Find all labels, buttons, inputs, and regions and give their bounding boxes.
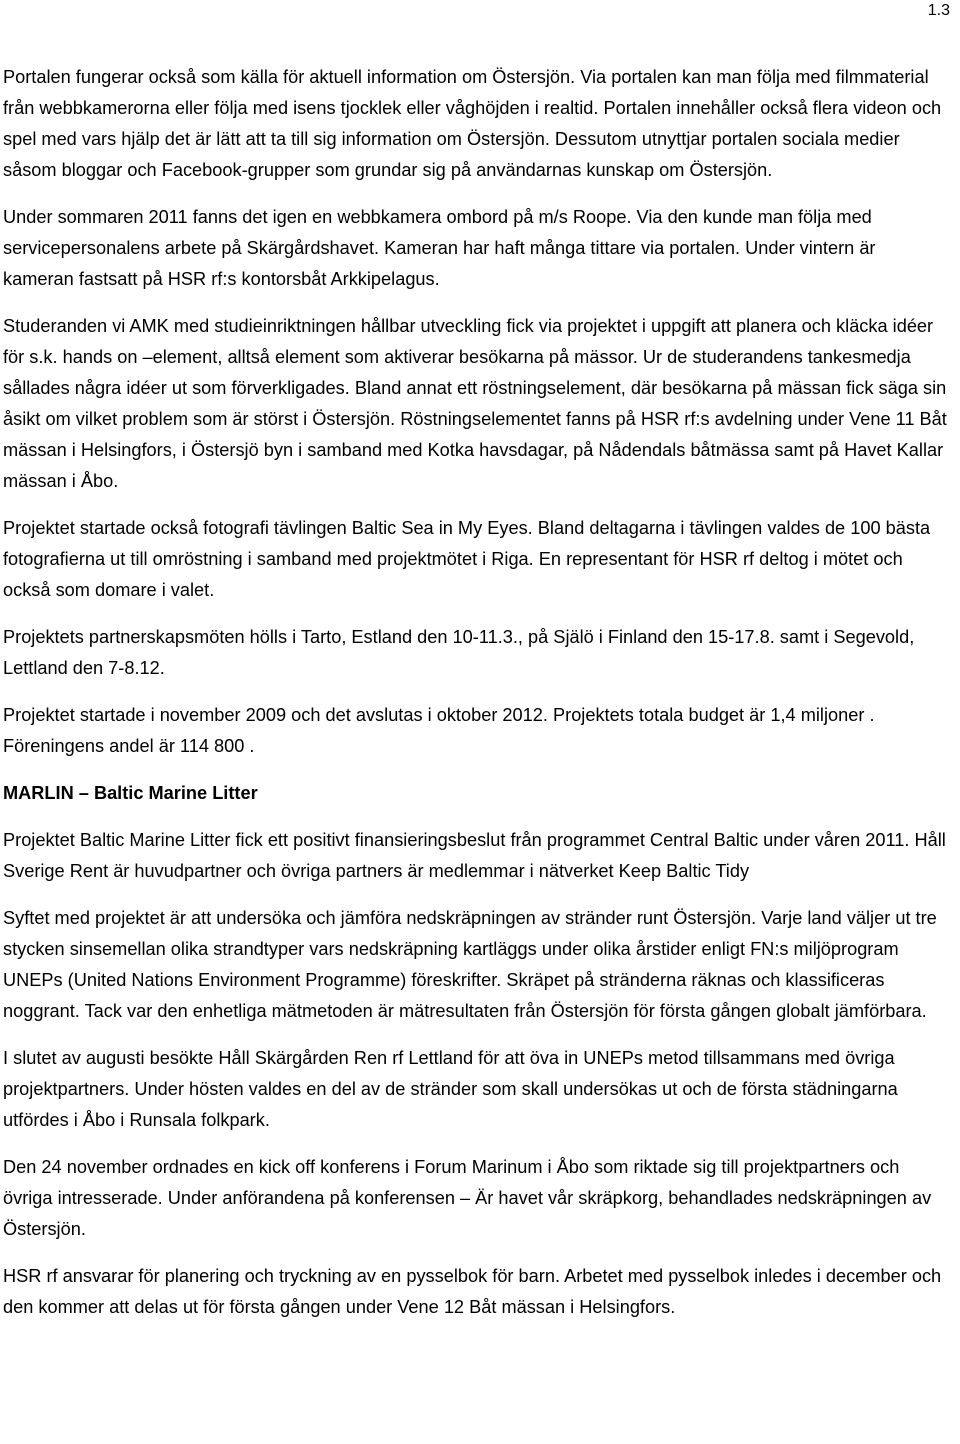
paragraph: [3, 1043, 951, 1136]
sentence: Projektets partnerskapsmöten hölls i Tarto, Estland den 10-11.3., på Själö i Finland den 15-17.8. samt i Segevold, Lettland den 7-8.12.: [3, 627, 915, 678]
sentence: Håll Sverige Rent är huvudpartner och övriga partners är medlemmar i nätverket Keep Baltic Tidy: [3, 830, 946, 881]
paragraph: [3, 202, 951, 295]
sentence: Skräpet på stränderna räknas och klassificeras noggrant.: [3, 970, 885, 1021]
sentence: Projektet startade i november 2009 och det avslutas i oktober 2012.: [3, 705, 548, 725]
sentence: Projektet startade också fotografi tävlingen Baltic Sea in My Eyes.: [3, 518, 533, 538]
sentence: Under anförandena på konferensen – Är havet vår skräpkorg, behandlades nedskräpningen av Östersjön.: [3, 1188, 932, 1239]
section-heading: MARLIN – Baltic Marine Litter: [3, 783, 258, 803]
sentence: Portalen innehåller också flera videon och spel med vars hjälp det är lätt att ta till sig information om Östersjön.: [3, 98, 942, 149]
paragraph: [3, 311, 951, 497]
sentence: Ur de studerandens tankesmedja sållades några idéer ut som förverkligades.: [3, 347, 911, 398]
sentence: Portalen fungerar också som källa för aktuell information om Östersjön.: [3, 67, 576, 87]
sentence: Arbetet med pysselbok inledes i december och den kommer att delas ut för första gången under Vene 12 Båt mässan i Helsingfors.: [3, 1266, 942, 1317]
sentence: Tack var den enhetliga mätmetoden är mätresultaten från Östersjön för första gången globalt jämförbara.: [79, 1001, 927, 1021]
sentence: En representant för HSR rf deltog i mötet och också som domare i valet.: [3, 549, 903, 600]
document-body: [3, 62, 951, 1339]
paragraph: [3, 62, 951, 186]
sentence: Studeranden vi AMK med studieinriktningen hållbar utveckling fick via projektet i uppgift att planera och kläcka idéer för s.k. hands on –element, alltså element som aktiverar besökarna på mässor.: [3, 316, 934, 367]
sentence: Varje land väljer ut tre stycken sinsemellan olika strandtyper vars nedskräpning kartläggs under olika årstider enligt FN:s miljöprogram UNEPs (United Nations Environment Programme) föreskrifter.: [3, 908, 937, 990]
paragraph: [3, 513, 951, 606]
sentence: Föreningens andel är 114 800 .: [3, 736, 255, 756]
sentence: Under hösten valdes en del av de stränder som skall undersökas ut och de första städningarna utfördes i Åbo i Runsala folkpark.: [3, 1079, 898, 1130]
sentence: Kameran har haft många tittare via portalen.: [379, 238, 741, 258]
page-number: 1.3: [927, 2, 950, 19]
paragraph: [3, 700, 951, 762]
paragraph: [3, 903, 951, 1027]
sentence: Projektet Baltic Marine Litter fick ett positivt finansieringsbeslut från programmet Central Baltic under våren 2011.: [3, 830, 910, 850]
sentence: Bland deltagarna i tävlingen valdes de 100 bästa fotografierna ut till omröstning i samband med projektmötet i Riga.: [3, 518, 931, 569]
sentence: Bland annat ett röstningselement, där besökarna på mässan fick säga sin åsikt om vilket problem som är störst i Östersjön.: [3, 378, 947, 429]
paragraph: [3, 1261, 951, 1323]
sentence: I slutet av augusti besökte Håll Skärgården Ren rf Lettland för att öva in UNEPs metod tillsammans med övriga projektpartners.: [3, 1048, 895, 1099]
paragraph: [3, 1152, 951, 1245]
sentence: Syftet med projektet är att undersöka och jämföra nedskräpningen av stränder runt Östersjön.: [3, 908, 757, 928]
sentence: Den 24 november ordnades en kick off konferens i Forum Marinum i Åbo som riktade sig till projektpartners och övriga intresserade.: [3, 1157, 900, 1208]
sentence: HSR rf ansvarar för planering och tryckning av en pysselbok för barn.: [3, 1266, 561, 1286]
paragraph: [3, 825, 951, 887]
sentence: Under sommaren 2011 fanns det igen en webbkamera ombord på m/s Roope.: [3, 207, 632, 227]
sentence: Via den kunde man följa med servicepersonalens arbete på Skärgårdshavet.: [3, 207, 872, 258]
sentence: Projektets totala budget är 1,4 miljoner .: [547, 705, 875, 725]
paragraph: [3, 622, 951, 684]
sentence: Dessutom utnyttjar portalen sociala medier såsom bloggar och Facebook-grupper som grundar sig på användarnas kunskap om Östersjön.: [3, 129, 900, 180]
sentence: Röstningselementet fanns på HSR rf:s avdelning under Vene 11 Båt mässan i Helsingfors, i Östersjö byn i samband med Kotka havsdagar, på Nådendals båtmässa samt på Havet Kallar mässan i Åbo.: [3, 409, 947, 491]
sentence: Under vintern är kameran fastsatt på HSR rf:s kontorsbåt Arkkipelagus.: [3, 238, 876, 289]
sentence: Via portalen kan man följa med filmmaterial från webbkamerorna eller följa med isens tjocklek eller våghöjden i realtid.: [3, 67, 929, 118]
